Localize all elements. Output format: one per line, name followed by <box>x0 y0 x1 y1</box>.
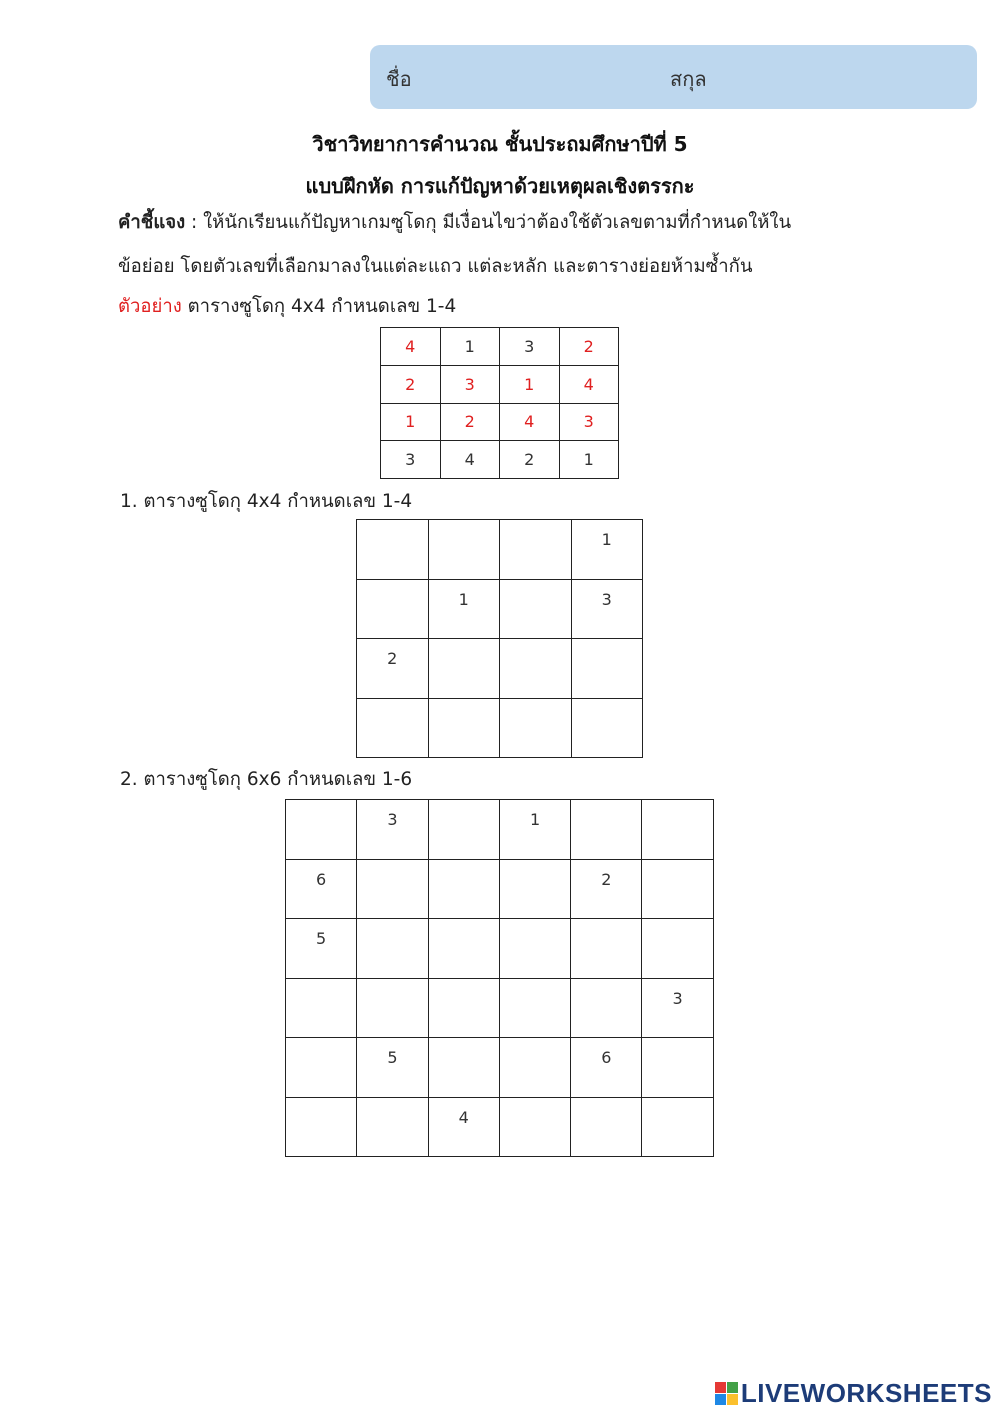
grid-cell: 1 <box>499 800 570 860</box>
grid-row <box>286 800 714 860</box>
empty-grid-cell[interactable] <box>357 919 428 979</box>
empty-grid-cell[interactable] <box>642 919 713 979</box>
grid-cell: 3 <box>571 579 643 639</box>
question-1-heading: 1. ตารางซูโดกุ 4x4 กำหนดเลข 1-4 <box>120 491 413 512</box>
grid-cell: 5 <box>357 1038 428 1098</box>
name-bar <box>370 45 977 109</box>
grid-cell: 4 <box>381 328 441 366</box>
grid-cell: 3 <box>440 365 500 403</box>
grid-cell: 1 <box>500 365 560 403</box>
empty-grid-cell[interactable] <box>357 579 429 639</box>
grid-cell: 6 <box>571 1038 642 1098</box>
empty-grid-cell[interactable] <box>286 800 357 860</box>
grid-row <box>381 365 619 403</box>
grid-cell: 4 <box>428 1097 499 1157</box>
example-sudoku-grid <box>380 327 619 479</box>
empty-grid-cell[interactable] <box>571 978 642 1038</box>
first-name-label: ชื่อ <box>386 67 412 91</box>
grid-cell: 3 <box>642 978 713 1038</box>
empty-grid-cell[interactable] <box>357 698 429 758</box>
empty-grid-cell[interactable] <box>286 978 357 1038</box>
empty-grid-cell[interactable] <box>571 639 643 699</box>
empty-grid-cell[interactable] <box>428 520 500 580</box>
grid-row <box>381 441 619 479</box>
empty-grid-cell[interactable] <box>500 639 572 699</box>
grid-cell: 3 <box>500 328 560 366</box>
empty-grid-cell[interactable] <box>571 800 642 860</box>
grid-cell: 1 <box>571 520 643 580</box>
liveworksheets-logo <box>715 1378 992 1409</box>
grid-cell: 3 <box>381 441 441 479</box>
grid-row <box>286 978 714 1038</box>
grid-cell: 2 <box>571 859 642 919</box>
grid-cell: 2 <box>500 441 560 479</box>
empty-grid-cell[interactable] <box>500 698 572 758</box>
empty-grid-cell[interactable] <box>428 698 500 758</box>
grid-cell: 1 <box>381 403 441 441</box>
empty-grid-cell[interactable] <box>286 1038 357 1098</box>
logo-text: LIVEWORKSHEETS <box>740 1378 992 1408</box>
instructions-text-1: : ให้นักเรียนแก้ปัญหาเกมซูโดกุ มีเงื่อนไขว่าต้องใช้ตัวเลขตามที่กำหนดให้ใน <box>185 212 792 233</box>
empty-grid-cell[interactable] <box>571 698 643 758</box>
exercise-title: แบบฝึกหัด การแก้ปัญหาด้วยเหตุผลเชิงตรรกะ <box>305 174 695 198</box>
empty-grid-cell[interactable] <box>357 859 428 919</box>
empty-grid-cell[interactable] <box>642 1097 713 1157</box>
instructions-line-2: ข้อย่อย โดยตัวเลขที่เลือกมาลงในแต่ละแถว แต่ละหลัก และตารางย่อยห้ามซ้ำกัน <box>118 256 753 277</box>
empty-grid-cell[interactable] <box>500 520 572 580</box>
grid-row <box>357 520 643 580</box>
logo-square <box>727 1382 738 1393</box>
empty-grid-cell[interactable] <box>428 800 499 860</box>
grid-cell: 1 <box>428 579 500 639</box>
grid-row <box>286 1038 714 1098</box>
grid-row <box>286 919 714 979</box>
instructions-line-1 <box>118 208 791 237</box>
empty-grid-cell[interactable] <box>428 1038 499 1098</box>
grid-cell: 6 <box>286 859 357 919</box>
empty-grid-cell[interactable] <box>357 1097 428 1157</box>
empty-grid-cell[interactable] <box>571 919 642 979</box>
grid-cell: 3 <box>559 403 619 441</box>
empty-grid-cell[interactable] <box>499 919 570 979</box>
empty-grid-cell[interactable] <box>499 978 570 1038</box>
question-2-sudoku-grid <box>285 799 714 1157</box>
empty-grid-cell[interactable] <box>500 579 572 639</box>
grid-cell: 4 <box>500 403 560 441</box>
empty-grid-cell[interactable] <box>642 859 713 919</box>
logo-square <box>727 1394 738 1405</box>
grid-cell: 5 <box>286 919 357 979</box>
last-name-label: สกุล <box>670 67 707 91</box>
empty-grid-cell[interactable] <box>499 1038 570 1098</box>
example-label: ตัวอย่าง <box>118 296 182 317</box>
empty-grid-cell[interactable] <box>428 859 499 919</box>
example-heading <box>118 292 456 321</box>
empty-grid-cell[interactable] <box>357 520 429 580</box>
grid-cell: 4 <box>559 365 619 403</box>
logo-square <box>715 1394 726 1405</box>
grid-row <box>357 698 643 758</box>
grid-cell: 2 <box>559 328 619 366</box>
empty-grid-cell[interactable] <box>499 1097 570 1157</box>
question-2-heading: 2. ตารางซูโดกุ 6x6 กำหนดเลข 1-6 <box>120 769 413 790</box>
grid-cell: 2 <box>357 639 429 699</box>
grid-row <box>286 859 714 919</box>
logo-squares-icon <box>715 1382 738 1405</box>
empty-grid-cell[interactable] <box>428 919 499 979</box>
question-1-sudoku-grid <box>356 519 643 758</box>
empty-grid-cell[interactable] <box>571 1097 642 1157</box>
grid-cell: 4 <box>440 441 500 479</box>
grid-row <box>357 579 643 639</box>
empty-grid-cell[interactable] <box>499 859 570 919</box>
empty-grid-cell[interactable] <box>642 1038 713 1098</box>
logo-square <box>715 1382 726 1393</box>
grid-cell: 2 <box>381 365 441 403</box>
grid-cell: 1 <box>440 328 500 366</box>
instructions-label: คำชี้แจง <box>118 212 186 233</box>
grid-cell: 1 <box>559 441 619 479</box>
empty-grid-cell[interactable] <box>357 978 428 1038</box>
empty-grid-cell[interactable] <box>428 978 499 1038</box>
grid-row <box>381 328 619 366</box>
grid-row <box>357 639 643 699</box>
subject-title: วิชาวิทยาการคำนวณ ชั้นประถมศึกษาปีที่ 5 <box>312 132 688 156</box>
empty-grid-cell[interactable] <box>428 639 500 699</box>
empty-grid-cell[interactable] <box>642 800 713 860</box>
grid-row <box>381 403 619 441</box>
example-text: ตารางซูโดกุ 4x4 กำหนดเลข 1-4 <box>181 296 457 317</box>
grid-row <box>286 1097 714 1157</box>
empty-grid-cell[interactable] <box>286 1097 357 1157</box>
grid-cell: 3 <box>357 800 428 860</box>
grid-cell: 2 <box>440 403 500 441</box>
